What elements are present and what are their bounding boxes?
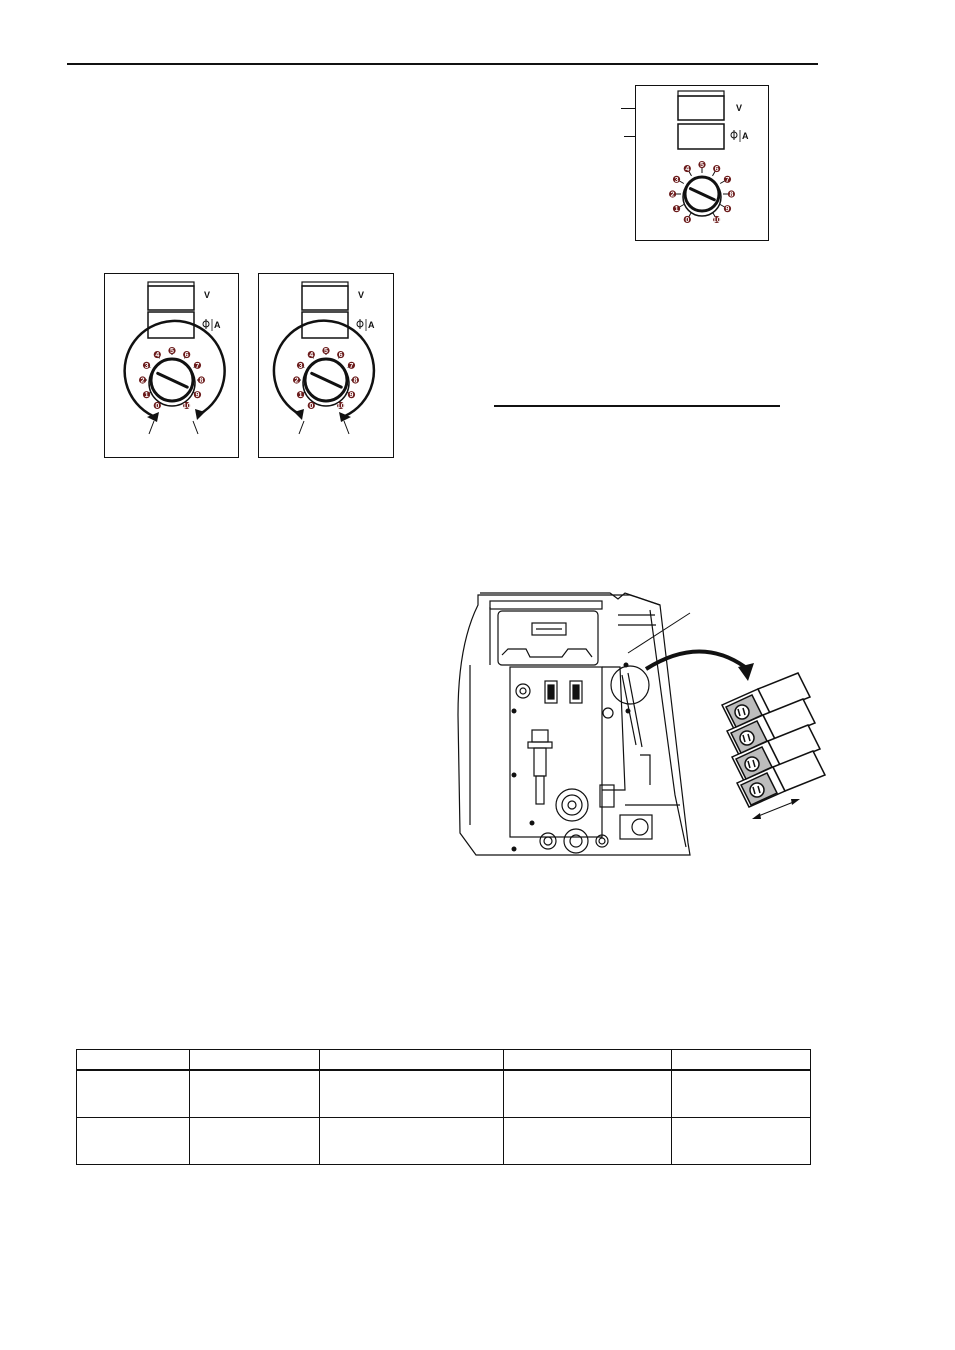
dial-tick-label: 0 <box>685 216 690 224</box>
dial-knob <box>139 347 205 410</box>
dial-tick-label: 10 <box>182 402 191 410</box>
dial-tick-label: 10 <box>712 216 721 224</box>
table-row <box>77 1070 811 1118</box>
dial-tick-label: 8 <box>199 377 204 385</box>
dial-knob <box>293 347 359 410</box>
dial-tick-label: 3 <box>674 176 679 184</box>
dial-tick-label: 1 <box>674 206 679 214</box>
table-cell <box>504 1118 672 1165</box>
dial-tick-label: 4 <box>155 352 160 360</box>
dial-tick-label: 6 <box>714 166 719 174</box>
current-unit-label: A <box>214 320 221 330</box>
table-cell <box>190 1070 320 1118</box>
dial-panel-left <box>104 273 239 458</box>
table-header-cell <box>320 1050 504 1071</box>
dial-tick-label: 8 <box>729 191 734 199</box>
spec-table <box>76 1049 811 1165</box>
table-header-cell <box>504 1050 672 1071</box>
machine-interior-figure <box>450 585 830 870</box>
dial-tick-label: 9 <box>349 392 354 400</box>
table-cell <box>320 1118 504 1165</box>
current-symbol-icon <box>731 130 740 142</box>
dial-knob <box>669 161 735 224</box>
dial-tick-label: 5 <box>324 348 328 356</box>
dial-tick-label: 3 <box>298 362 303 370</box>
voltage-unit-label: V <box>736 103 743 113</box>
dial-tick-label: 5 <box>700 162 704 170</box>
dial-tick-label: 1 <box>298 392 303 400</box>
current-symbol-icon <box>357 319 366 331</box>
dial-tick-label: 10 <box>336 402 345 410</box>
dial-panel-right <box>258 273 394 458</box>
control-panel-figure <box>635 85 769 241</box>
table-cell <box>320 1070 504 1118</box>
dial-tick-label: 7 <box>349 362 354 370</box>
table-cell <box>77 1070 190 1118</box>
section-rule <box>494 405 780 407</box>
table-header-cell <box>672 1050 811 1071</box>
table-cell <box>672 1070 811 1118</box>
voltage-unit-label: V <box>358 290 365 300</box>
dial-tick-label: 6 <box>338 352 343 360</box>
dial-tick-label: 2 <box>294 377 299 385</box>
dial-tick-label: 6 <box>184 352 189 360</box>
dial-tick-label: 9 <box>725 206 730 214</box>
dial-tick-label: 9 <box>195 392 200 400</box>
current-unit-label: A <box>742 131 749 141</box>
table-header-row <box>77 1050 811 1071</box>
header-rule <box>67 63 818 65</box>
dial-tick-label: 2 <box>670 191 675 199</box>
voltage-unit-label: V <box>204 290 211 300</box>
arrow-icon <box>646 651 745 669</box>
table-cell <box>504 1070 672 1118</box>
dial-tick-label: 4 <box>309 352 314 360</box>
dial-tick-label: 7 <box>195 362 200 370</box>
table-cell <box>190 1118 320 1165</box>
table-header-cell <box>77 1050 190 1071</box>
dial-tick-label: 3 <box>144 362 149 370</box>
dial-tick-label: 0 <box>155 402 160 410</box>
table-cell <box>77 1118 190 1165</box>
dial-tick-label: 4 <box>685 166 690 174</box>
table-row <box>77 1118 811 1165</box>
dial-tick-label: 1 <box>144 392 149 400</box>
current-unit-label: A <box>368 320 375 330</box>
dial-tick-label: 7 <box>725 176 730 184</box>
terminal-block <box>722 673 825 807</box>
dial-tick-label: 5 <box>170 348 174 356</box>
dial-tick-label: 0 <box>309 402 314 410</box>
dial-tick-label: 2 <box>140 377 145 385</box>
table-cell <box>672 1118 811 1165</box>
dial-tick-label: 8 <box>353 377 358 385</box>
table-header-cell <box>190 1050 320 1071</box>
